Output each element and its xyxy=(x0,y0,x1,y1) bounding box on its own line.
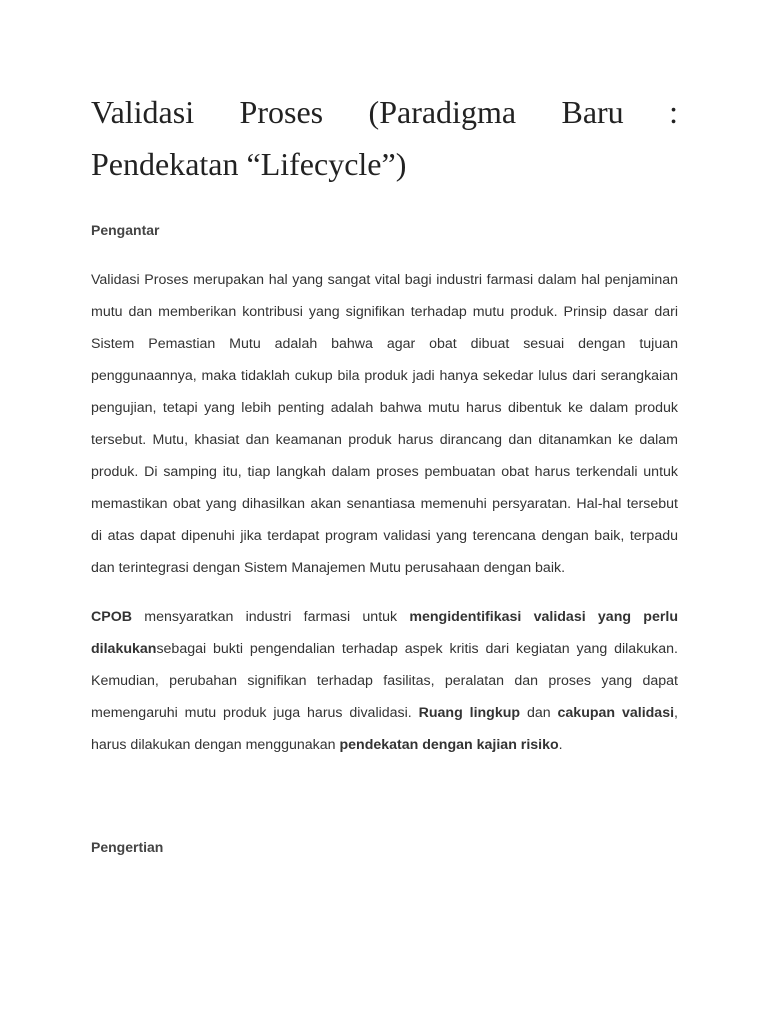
paragraph-text: mensyaratkan industri farmasi untuk xyxy=(132,609,410,625)
paragraph-text: dan xyxy=(520,705,558,721)
section-heading-pengantar: Pengantar xyxy=(91,222,160,238)
section-heading-pengertian: Pengertian xyxy=(91,839,164,855)
paragraph-text: , harus dilakukan dengan menggunakan xyxy=(91,705,678,753)
paragraph-text: sebagai bukti pengendalian terhadap aspek kritis dari kegiatan yang dilakukan. Kemudian, perubahan signifikan terhadap fasilitas, peralatan dan proses yang dapat memengaruhi mutu produk juga harus divalidasi. xyxy=(91,641,678,721)
emphasis-ruang-lingkup: Ruang lingkup xyxy=(418,705,521,721)
cpob-term: CPOB xyxy=(91,609,132,625)
paragraph-text: . xyxy=(558,737,563,753)
paragraph-intro: Validasi Proses merupakan hal yang sangat vital bagi industri farmasi dalam hal penjaminan mutu dan memberikan kontribusi yang signifikan terhadap mutu produk. Prinsip dasar dari Sistem Pemastian Mutu adalah bahwa agar obat dibuat sesuai dengan tujuan penggunaannya, maka tidaklah cukup bila produk jadi hanya sekedar lulus dari serangkaian pengujian, tetapi yang lebih penting adalah bahwa mutu harus dibentuk ke dalam produk tersebut. Mutu, khasiat dan keamanan produk harus dirancang dan ditanamkan ke dalam produk. Di samping itu, tiap langkah dalam proses pembuatan obat harus terkendali untuk memastikan obat yang dihasilkan akan senantiasa memenuhi persyaratan. Hal-hal tersebut di atas dapat dipenuhi jika terdapat program validasi yang terencana dengan baik, terpadu dan terintegrasi dengan Sistem Manajemen Mutu perusahaan dengan baik. xyxy=(91,272,678,576)
paragraph-cpob xyxy=(91,601,678,761)
emphasis-kajian-risiko: pendekatan dengan kajian risiko xyxy=(339,737,559,753)
emphasis-identifikasi: mengidentifikasi validasi yang perlu dilakukan xyxy=(91,609,678,657)
document-title: Validasi Proses (Paradigma Baru : Pendekatan “Lifecycle”) xyxy=(91,94,678,182)
emphasis-cakupan-validasi: cakupan validasi xyxy=(557,705,675,721)
